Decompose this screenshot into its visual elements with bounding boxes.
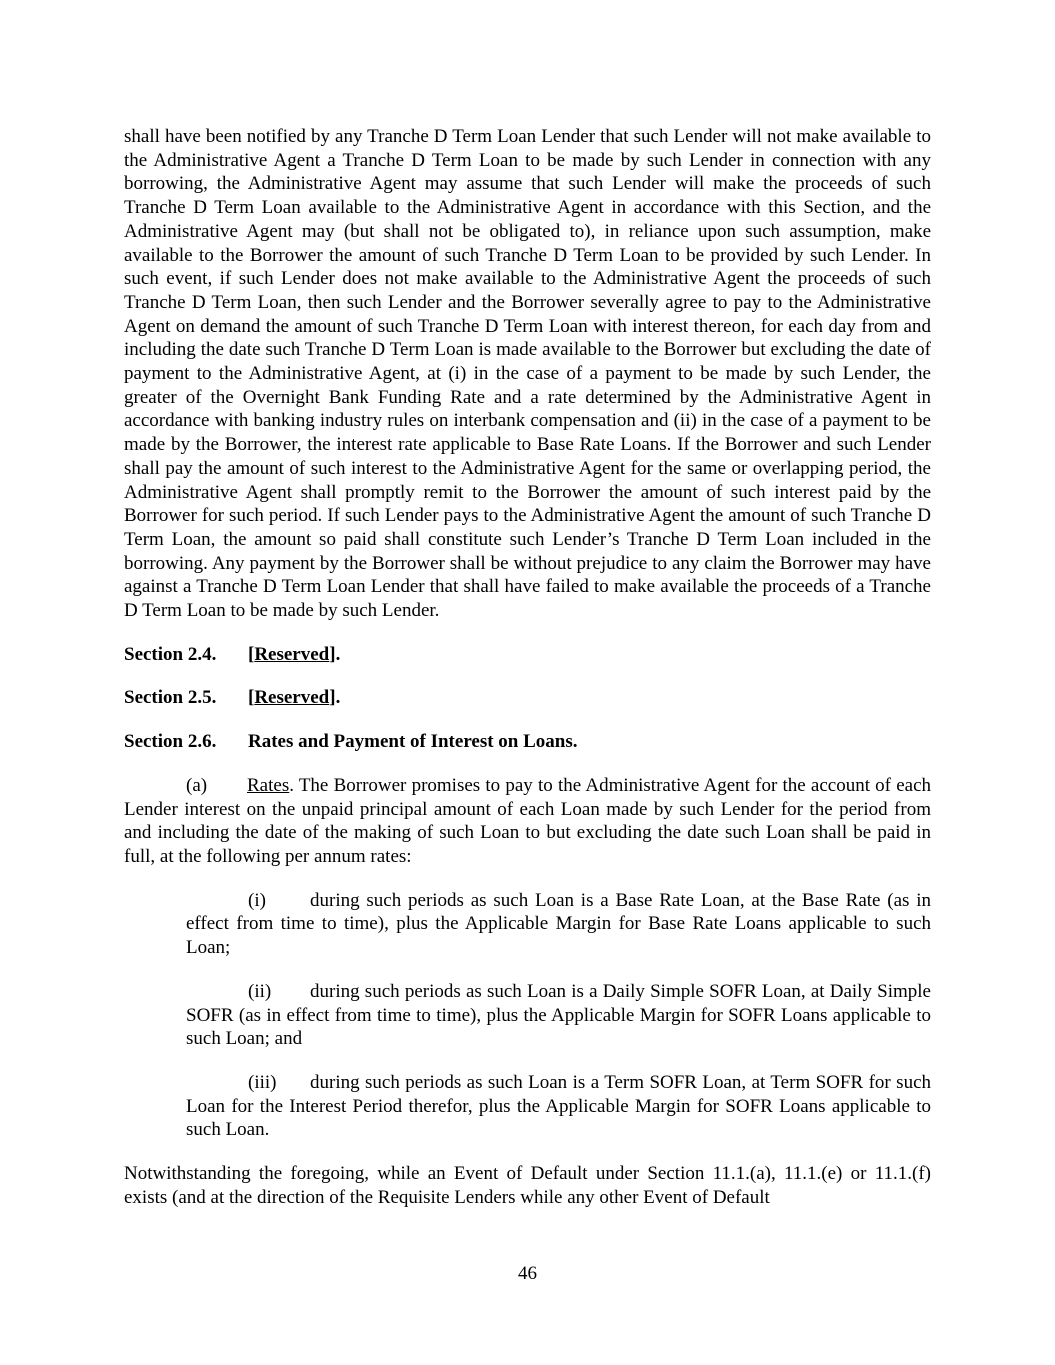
clause-label: (ii): [248, 980, 272, 1002]
clause-ii: [186, 980, 931, 1051]
subsection-caption: Rates: [247, 774, 290, 796]
clause-label: (i): [248, 889, 266, 911]
subsection-a: [124, 774, 931, 869]
section-2-6-heading: [124, 730, 931, 754]
clause-text: during such periods as such Loan is a Daily Simple SOFR Loan, at Daily Simple SOFR (as in effect from time to time), plus the Applicable Margin for SOFR Loans applicable to such Loan; and: [186, 980, 931, 1050]
subsection-text: . The Borrower promises to pay to the Administrative Agent for the account of each Lender interest on the unpaid principal amount of each Loan made by such Lender for the period from and including the date of the making of such Loan to but excluding the date such Loan shall be paid in full, at the following per annum rates:: [124, 774, 931, 867]
section-title: Rates and Payment of Interest on Loans.: [248, 731, 578, 753]
clause-iii: [186, 1071, 931, 1142]
clause-text: during such periods as such Loan is a Term SOFR Loan, at Term SOFR for such Loan for the Interest Period therefor, plus the Applicable Margin for SOFR Loans applicable to such Loan.: [186, 1071, 931, 1141]
section-number: Section 2.6.: [124, 731, 217, 753]
section-2-4-heading: [124, 643, 931, 667]
document-page: [124, 125, 931, 1209]
section-number: Section 2.4.: [124, 643, 217, 665]
final-paragraph: Notwithstanding the foregoing, while an Event of Default under Section 11.1.(a), 11.1.(e) or 11.1.(f) exists (and at the direction of the Requisite Lenders while any other Event of Default: [124, 1163, 931, 1208]
section-2-5-heading: [124, 686, 931, 710]
clause-label: (iii): [248, 1071, 277, 1093]
clause-i: [186, 889, 931, 960]
section-number: Section 2.5.: [124, 687, 217, 709]
intro-paragraph: shall have been notified by any Tranche D Term Loan Lender that such Lender will not make available to the Administrative Agent a Tranche D Term Loan to be made by such Lender in connection with any borrowing, the Administrative Agent may assume that such Lender will make the proceeds of such Tranche D Term Loan available to the Administrative Agent in accordance with this Section, and the Administrative Agent may (but shall not be obligated to), in reliance upon such assumption, make available to the Borrower the amount of such Tranche D Term Loan to be provided by such Lender. In such event, if such Lender does not make available to the Administrative Agent the proceeds of such Tranche D Term Loan, then such Lender and the Borrower severally agree to pay to the Administrative Agent on demand the amount of such Tranche D Term Loan with interest thereon, for each day from and including the date such Tranche D Term Loan is made available to the Borrower but excluding the date of payment to the Administrative Agent, at (i) in the case of a payment to be made by such Lender, the greater of the Overnight Bank Funding Rate and a rate determined by the Administrative Agent in accordance with banking industry rules on interbank compensation and (ii) in the case of a payment to be made by the Borrower, the interest rate applicable to Base Rate Loans. If the Borrower and such Lender shall pay the amount of such interest to the Administrative Agent for the same or overlapping period, the Administrative Agent shall promptly remit to the Borrower the amount of such interest paid by the Borrower for such period. If such Lender pays to the Administrative Agent the amount of such Tranche D Term Loan, the amount so paid shall constitute such Lender’s Tranche D Term Loan included in the borrowing. Any payment by the Borrower shall be without prejudice to any claim the Borrower may have against a Tranche D Term Loan Lender that shall have failed to make available the proceeds of a Tranche D Term Loan to be made by such Lender.: [124, 126, 931, 622]
clause-text: during such periods as such Loan is a Base Rate Loan, at the Base Rate (as in effect from time to time), plus the Applicable Margin for Base Rate Loans applicable to such Loan;: [186, 889, 931, 959]
subsection-label: (a): [186, 774, 208, 796]
page-number: 46: [518, 1263, 537, 1284]
section-title: [Reserved].: [248, 643, 341, 665]
section-title: [Reserved].: [248, 687, 341, 709]
